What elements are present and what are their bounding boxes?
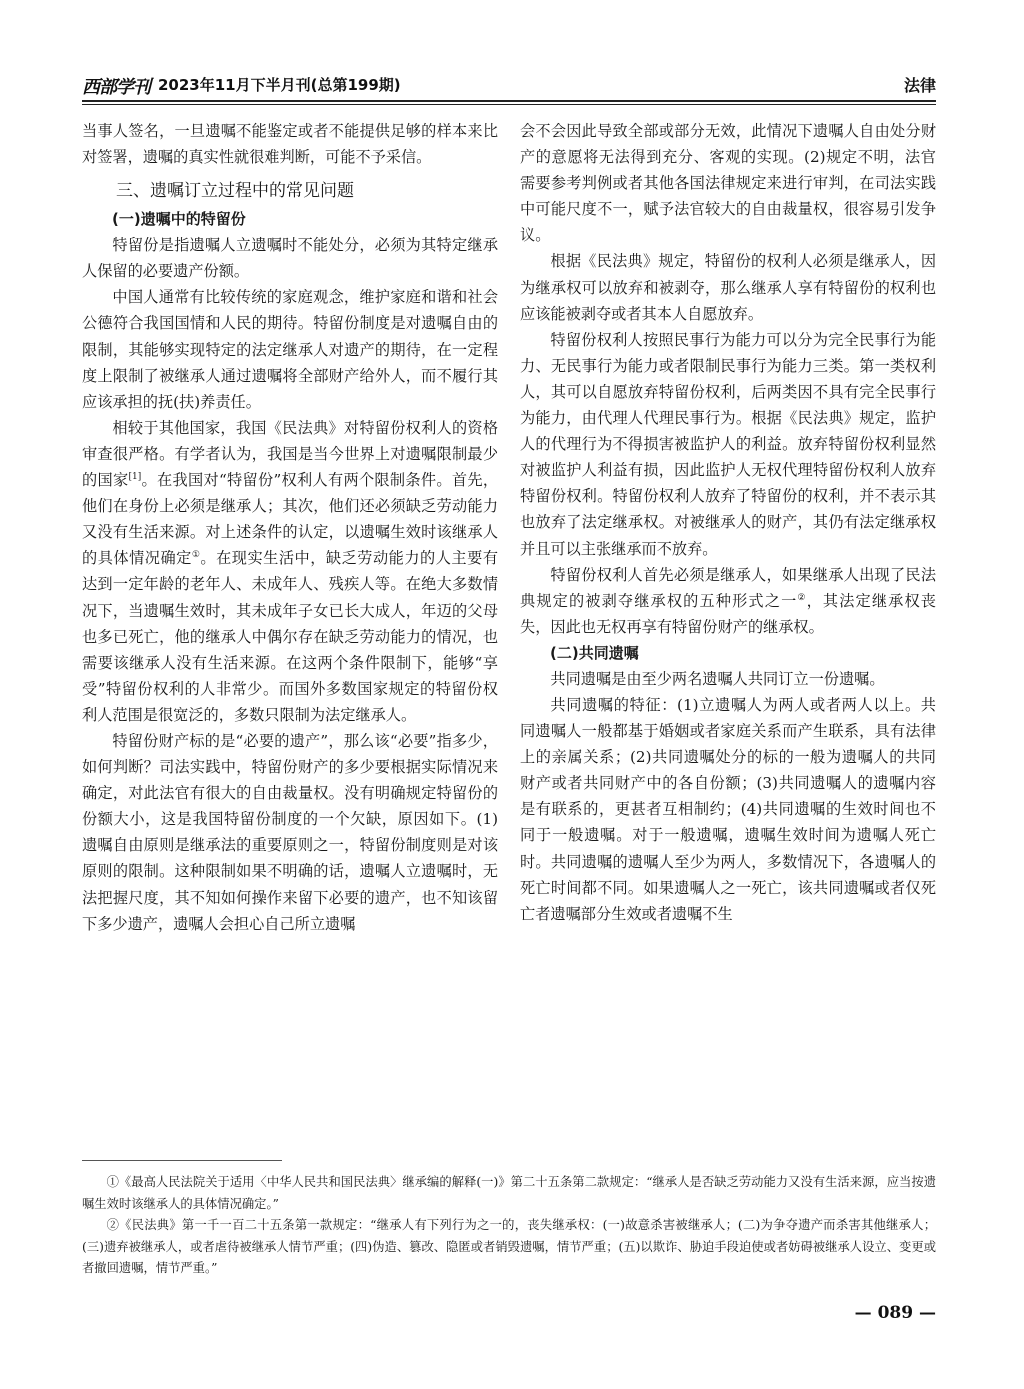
citation-ref: [1] [128,471,142,482]
page-number: — 089 — [854,1303,936,1323]
right-column [520,118,936,927]
paragraph: 会不会因此导致全部或部分无效，此情况下遗嘱人自由处分财产的意愿将无法得到充分、客观的实现。(2)规定不明，法官需要参考判例或者其他各国法律规定来进行审判，在司法实践中可能尺度不一，赋予法官较大的自由裁量权，很容易引发争议。 [520,122,936,245]
section-heading: 三、遗嘱订立过程中的常见问题 [116,181,354,202]
paragraph: 特留份是指遗嘱人立遗嘱时不能处分，必须为其特定继承人保留的必要遗产份额。 [82,236,498,281]
footnote-rule [82,1160,282,1161]
footnote: ②《民法典》第一千一百二十五条第一款规定：“继承人有下列行为之一的，丧失继承权：(一)故意杀害被继承人；(二)为争夺遗产而杀害其他继承人；(三)遗弃被继承人，或者虐待被继承人情节严重；(四)伪造、篡改、隐匿或者销毁遗嘱，情节严重；(五)以欺诈、胁迫手段迫使或者妨碍被继承人设立、变更或者撤回遗嘱，情节严重。” [82,1218,936,1275]
footnote-ref: ① [191,550,201,561]
paragraph: 根据《民法典》规定，特留份的权利人必须是继承人，因为继承权可以放弃和被剥夺，那么继承人享有特留份的权利也应该能被剥夺或者其本人自愿放弃。 [520,252,936,323]
text-run: 相较于其他国家，我国《民法典》对特留份权利人的资格审查很严格。有学者认为，我国是当今世界上对遗嘱限制最少的国家 [82,418,498,490]
paragraph: 当事人签名，一旦遗嘱不能鉴定或者不能提供足够的样本来比对签署，遗嘱的真实性就很难判断，可能不予采信。 [82,122,498,167]
running-header [82,70,936,104]
subsection-heading: (一)遗嘱中的特留份 [112,210,246,229]
header-rule [82,100,936,102]
text-run: 特留份权利人首先必须是继承人，如果继承人出现了民法典规定的被剥夺继承权的五种形式之一 [520,565,936,610]
section-label: 法律 [903,76,936,95]
left-column [82,118,498,937]
header-rule-thin [82,104,936,105]
paragraph: 特留份财产标的是“必要的遗产”，那么该“必要”指多少，如何判断？司法实践中，特留份财产的多少要根据实际情况来确定，对此法官有很大的自由裁量权。没有明确规定特留份的份额大小，这是我国特留份制度的一个欠缺，原因如下。(1)遗嘱自由原则是继承法的重要原则之一，特留份制度则是对该原则的限制。这种限制如果不明确的话，遗嘱人立遗嘱时，无法把握尺度，其不知如何操作来留下必要的遗产，也不知该留下多少遗产，遗嘱人会担心自己所立遗嘱 [82,731,498,933]
text-run: ，其法定继承权丧失，因此也无权再享有特留份财产的继承权。 [520,591,936,636]
footnotes [82,1172,936,1280]
paragraph: 中国人通常有比较传统的家庭观念，维护家庭和谐和社会公德符合我国国情和人民的期待。特留份制度是对遗嘱自由的限制，其能够实现特定的法定继承人对遗产的期待，在一定程度上限制了被继承人通过遗嘱将全部财产给外人，而不履行其应该承担的抚(扶)养责任。 [82,288,498,411]
paragraph: 特留份权利人按照民事行为能力可以分为完全民事行为能力、无民事行为能力或者限制民事行为能力三类。第一类权利人，其可以自愿放弃特留份权利，后两类因不具有完全民事行为能力，由代理人代理民事行为。根据《民法典》规定，监护人的代理行为不得损害被监护人的利益。放弃特留份权利显然对被监护人利益有损，因此监护人无权代理特留份权利人放弃特留份权利。特留份权利人放弃了特留份的权利，并不表示其也放弃了法定继承权。对被继承人的财产，其仍有法定继承权并且可以主张继承而不放弃。 [520,330,936,558]
footnote: ①《最高人民法院关于适用〈中华人民共和国民法典〉继承编的解释(一)》第二十五条第二款规定：“继承人是否缺乏劳动能力又没有生活来源，应当按遗嘱生效时该继承人的具体情况确定。” [82,1175,936,1211]
journal-logo: 西部学刊 [82,77,150,98]
text-run: 。在现实生活中，缺乏劳动能力的人主要有达到一定年龄的老年人、未成年人、残疾人等。在绝大多数情况下，当遗嘱生效时，其未成年子女已长大成人，年迈的父母也多已死亡，他的继承人中偶尔存在缺乏劳动能力的情况，也需要该继承人没有生活来源。在这两个条件限制下，能够“享受”特留份权利的人非常少。而国外多数国家规定的特留份权利人范围是很宽泛的，多数只限制为法定继承人。 [82,549,499,724]
paragraph [82,415,498,728]
paragraph: 共同遗嘱是由至少两名遗嘱人共同订立一份遗嘱。 [550,669,885,688]
paragraph: 共同遗嘱的特征：(1)立遗嘱人为两人或者两人以上。共同遗嘱人一般都基于婚姻或者家庭关系而产生联系，具有法律上的亲属关系；(2)共同遗嘱处分的标的一般为遗嘱人的共同财产或者共同财产中的各自份额；(3)共同遗嘱人的遗嘱内容是有联系的，更甚者互相制约；(4)共同遗嘱的生效时间也不同于一般遗嘱。对于一般遗嘱，遗嘱生效时间为遗嘱人死亡时。共同遗嘱的遗嘱人至少为两人，多数情况下，各遗嘱人的死亡时间都不同。如果遗嘱人之一死亡，该共同遗嘱或者仅死亡者遗嘱部分生效或者遗嘱不生 [520,695,936,923]
paragraph [520,562,936,640]
issue-info: 2023年11月下半月刊(总第199期) [158,76,401,94]
text-run: 。在我国对“特留份”权利人有两个限制条件。首先，他们在身份上必须是继承人；其次，他们还必须缺乏劳动能力又没有生活来源。对上述条件的认定，以遗嘱生效时该继承人的具体情况确定 [82,471,499,568]
subsection-heading: (二)共同遗嘱 [550,643,639,662]
footnote-ref: ② [797,592,807,603]
